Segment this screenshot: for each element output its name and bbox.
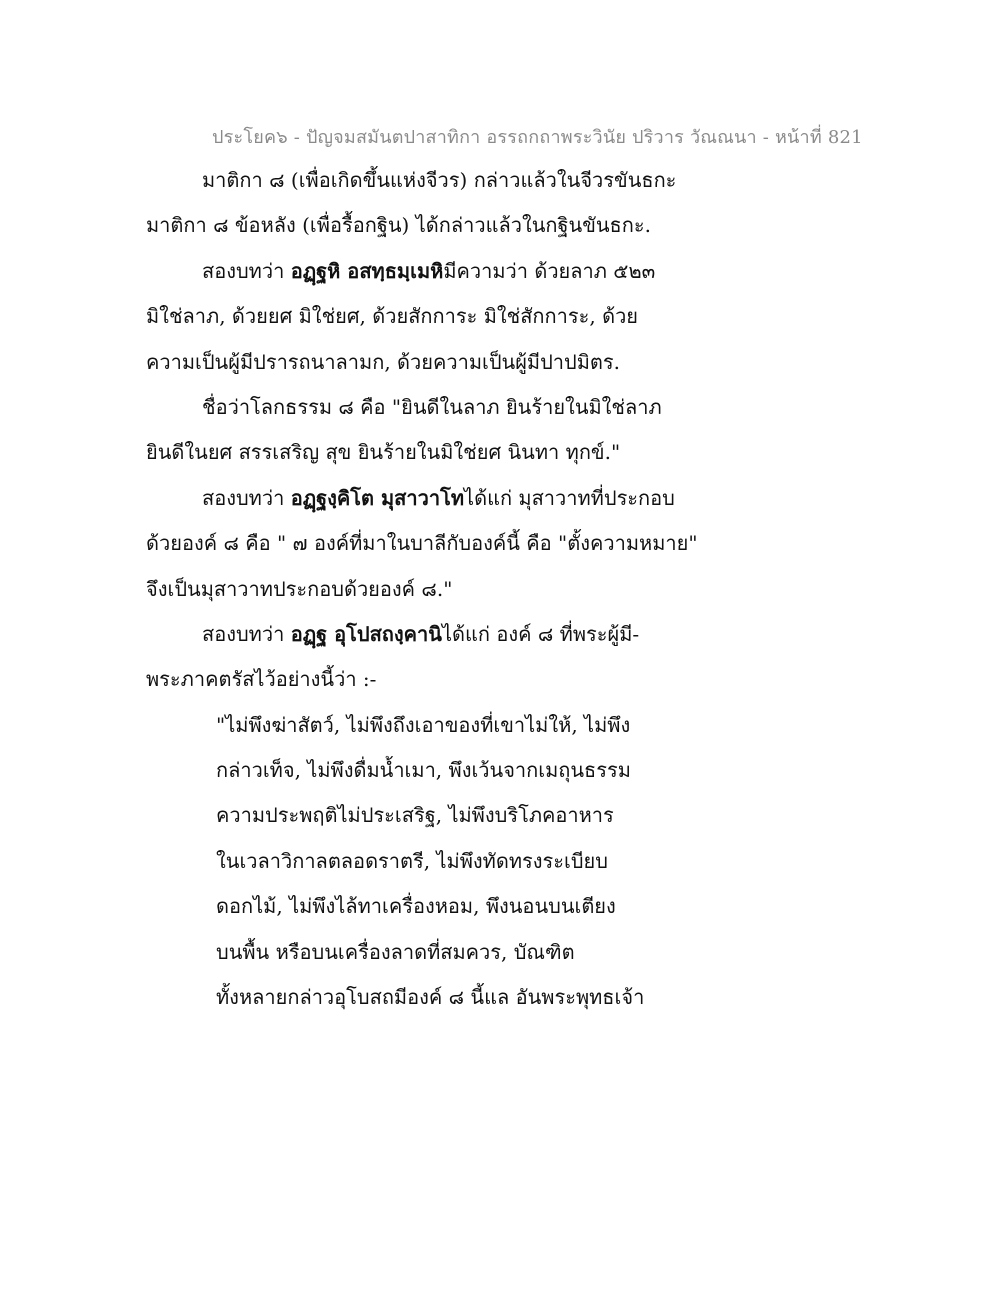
paragraph-line: ด้วยองค์ ๘ คือ " ๗ องค์ที่มาในบาลีกับองค์นี้ คือ "ตั้งความหมาย"	[146, 531, 698, 556]
quote-line: บนพื้น หรือบนเครื่องลาดที่สมควร, บัณฑิต	[216, 939, 575, 964]
text-run: ได้แก่ องค์ ๘ ที่พระผู้มี-	[441, 621, 640, 646]
paragraph-line: มาติกา ๘ (เพื่อเกิดขึ้นแห่งจีวร) กล่าวแล้วในจีวรขันธกะ	[202, 168, 677, 192]
text-run: มีความว่า ด้วยลาภ ๕๒๓	[443, 258, 656, 283]
paragraph-line	[146, 612, 706, 657]
paragraph-line: มาติกา ๘ ข้อหลัง (เพื่อรื้อกฐิน) ได้กล่าวแล้วในกฐินขันธกะ.	[146, 213, 651, 238]
body-text	[146, 158, 706, 1020]
quote-line: ดอกไม้, ไม่พึงไล้ทาเครื่องหอม, พึงนอนบนเตียง	[216, 894, 616, 919]
pali-term: อฏฺฐงฺคิโต มุสาวาโท	[290, 485, 465, 510]
paragraph-line	[146, 249, 706, 294]
quote-line: กล่าวเท็จ, ไม่พึงดื่มน้ำเมา, พึงเว้นจากเมถุนธรรม	[216, 758, 631, 783]
text-run: สองบทว่า	[202, 258, 291, 283]
quote-line: "ไม่พึงฆ่าสัตว์, ไม่พึงถึงเอาของที่เขาไม่ให้, ไม่พึง	[216, 712, 631, 737]
quote-line: ทั้งหลายกล่าวอุโบสถมีองค์ ๘ นี้แล อันพระพุทธเจ้า	[216, 985, 645, 1010]
text-run: ได้แก่ มุสาวาทที่ประกอบ	[464, 485, 675, 510]
text-run: สองบทว่า	[202, 621, 291, 646]
paragraph-line: มิใช่ลาภ, ด้วยยศ มิใช่ยศ, ด้วยสักการะ มิใช่สักการะ, ด้วย	[146, 304, 639, 329]
paragraph-line	[146, 476, 706, 521]
paragraph-line: ยินดีในยศ สรรเสริญ สุข ยินร้ายในมิใช่ยศ นินทา ทุกข์."	[146, 440, 621, 465]
paragraph-line: ความเป็นผู้มีปรารถนาลามก, ด้วยความเป็นผู้มีปาปมิตร.	[146, 349, 621, 374]
quote-line: ความประพฤติไม่ประเสริฐ, ไม่พึงบริโภคอาหาร	[216, 803, 614, 828]
paragraph-line: พระภาคตรัสไว้อย่างนี้ว่า :-	[146, 667, 377, 692]
pali-term: อฏฺฐ อุโปสถงฺคานิ	[290, 621, 442, 646]
pali-term: อฏฺฐหิ อสทฺธมฺเมหิ	[290, 258, 444, 283]
paragraph-line: จึงเป็นมุสาวาทประกอบด้วยองค์ ๘."	[146, 576, 453, 601]
paragraph-line: ชื่อว่าโลกธรรม ๘ คือ "ยินดีในลาภ ยินร้ายในมิใช่ลาภ	[202, 394, 662, 419]
quote-line: ในเวลาวิกาลตลอดราตรี, ไม่พึงทัดทรงระเบียบ	[216, 848, 608, 873]
text-run: สองบทว่า	[202, 485, 291, 510]
page-header: ประโยค๖ - ปัญจมสมันตปาสาทิกา อรรถกถาพระวินัย ปริวาร วัณณนา - หน้าที่ 821	[212, 127, 863, 148]
